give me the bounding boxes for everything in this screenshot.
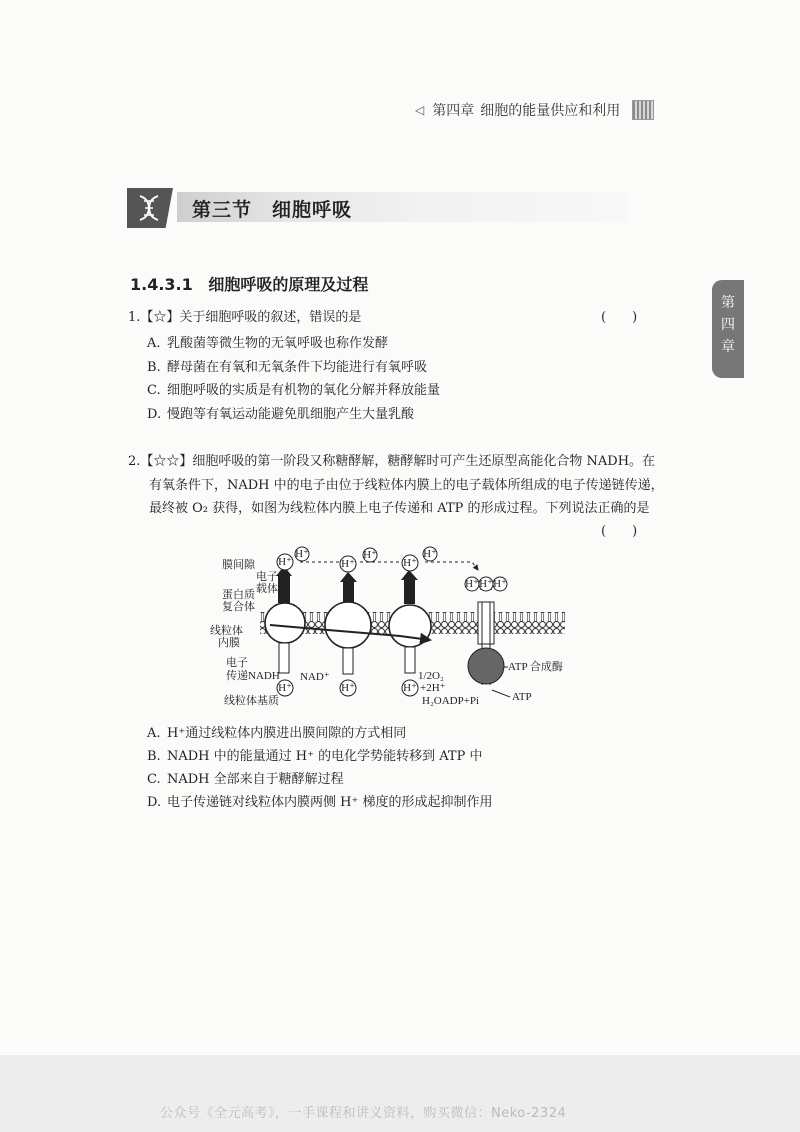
label-intermembrane-space: 膜间隙 [222, 559, 255, 571]
label-electron-carrier: 电子 [256, 571, 278, 583]
label-transfer-nadh: 传递NADH [226, 670, 280, 682]
question-stem-line-2: 有氧条件下，NADH 中的电子由位于线粒体内膜上的电子载体所组成的电子传递链传递， [149, 478, 664, 493]
h-plus-label: H⁺ [363, 549, 377, 561]
option-a: A. H⁺通过线粒体内膜进出膜间隙的方式相同 [147, 726, 407, 741]
h-plus-label: H⁺ [479, 578, 493, 590]
electron-transport-diagram [210, 540, 620, 710]
subsection-number: 1.4.3.1 [130, 275, 193, 294]
label-electron-carrier-2: 载体 [256, 583, 278, 595]
label-atp-synthase: ATP 合成酶 [508, 661, 563, 673]
watermark-text: 公众号《全元高考》，一手课程和讲义资料，购买微信：Neko-2324 [160, 1106, 567, 1121]
label-complex: 复合体 [222, 601, 255, 613]
label-atp: ATP [512, 691, 532, 703]
label-electron: 电子 [226, 657, 248, 669]
h-plus-label: H⁺ [278, 556, 292, 568]
question-stem-line-1: 2.【☆☆】细胞呼吸的第一阶段又称糖酵解，糖酵解时可产生还原型高能化合物 NADH。在 [128, 454, 656, 469]
option-d: D. 电子传递链对线粒体内膜两侧 H⁺ 梯度的形成起抑制作用 [147, 795, 493, 810]
option-b: B. 酵母菌在有氧和无氧条件下均能进行有氧呼吸 [147, 360, 428, 375]
h-plus-label: H⁺ [403, 557, 417, 569]
answer-blank: ( ) [601, 310, 638, 325]
side-tab-label: 第四章 [721, 295, 735, 355]
h-plus-label: H⁺ [423, 548, 437, 560]
pointer-atp [492, 690, 510, 697]
option-c: C. 细胞呼吸的实质是有机物的氧化分解并释放能量 [147, 383, 441, 398]
question-stem: 1.【☆】关于细胞呼吸的叙述，错误的是 [128, 310, 362, 325]
chapter-title: 细胞的能量供应和利用 [480, 103, 621, 119]
answer-blank: ( ) [601, 524, 638, 539]
triangle-left-icon: ◁ [415, 103, 425, 117]
h-plus-label: H⁺ [295, 548, 309, 560]
proton-flow-line [300, 562, 478, 570]
h-plus-label: H⁺ [278, 682, 292, 694]
section-title: 第三节 细胞呼吸 [192, 199, 353, 221]
question-stem-line-3: 最终被 O₂ 获得，如图为线粒体内膜上电子传递和 ATP 的形成过程。下列说法正确的是 [149, 501, 650, 516]
label-h2o-adp: H₂OADP+Pi [422, 695, 480, 707]
chapter-side-tab [712, 280, 744, 378]
label-protein: 蛋白质 [222, 589, 255, 601]
label-matrix: 线粒体基质 [224, 695, 279, 707]
dna-icon [127, 188, 173, 228]
subsection-title: 细胞呼吸的原理及过程 [208, 275, 369, 294]
subsection-heading [130, 272, 368, 295]
protein-complex-2 [325, 572, 371, 674]
h-plus-label: H⁺ [403, 682, 417, 694]
option-c: C. NADH 全部来自于糖酵解过程 [147, 772, 344, 787]
label-nad: NAD⁺ [300, 671, 330, 683]
option-a: A. 乳酸菌等微生物的无氧呼吸也称作发酵 [147, 336, 389, 351]
protein-complex-3 [389, 570, 431, 673]
option-d: D. 慢跑等有氧运动能避免肌细胞产生大量乳酸 [147, 407, 415, 422]
h-plus-label: H⁺ [341, 682, 355, 694]
label-inner-membrane: 线粒体 [210, 625, 243, 637]
h-plus-label: H⁺ [465, 578, 479, 590]
label-inner-membrane-2: 内膜 [218, 637, 240, 649]
section-banner [127, 188, 627, 228]
qr-code-icon [632, 100, 654, 120]
h-plus-label: H⁺ [493, 578, 507, 590]
h-plus-label: H⁺ [341, 558, 355, 570]
label-half-o2: 1/2O₂ [418, 670, 444, 682]
chapter-number: 第四章 [432, 103, 475, 119]
label-two-h: +2H⁺ [420, 682, 446, 694]
running-header [415, 100, 654, 120]
option-b: B. NADH 中的能量通过 H⁺ 的电化学势能转移到 ATP 中 [147, 749, 483, 764]
